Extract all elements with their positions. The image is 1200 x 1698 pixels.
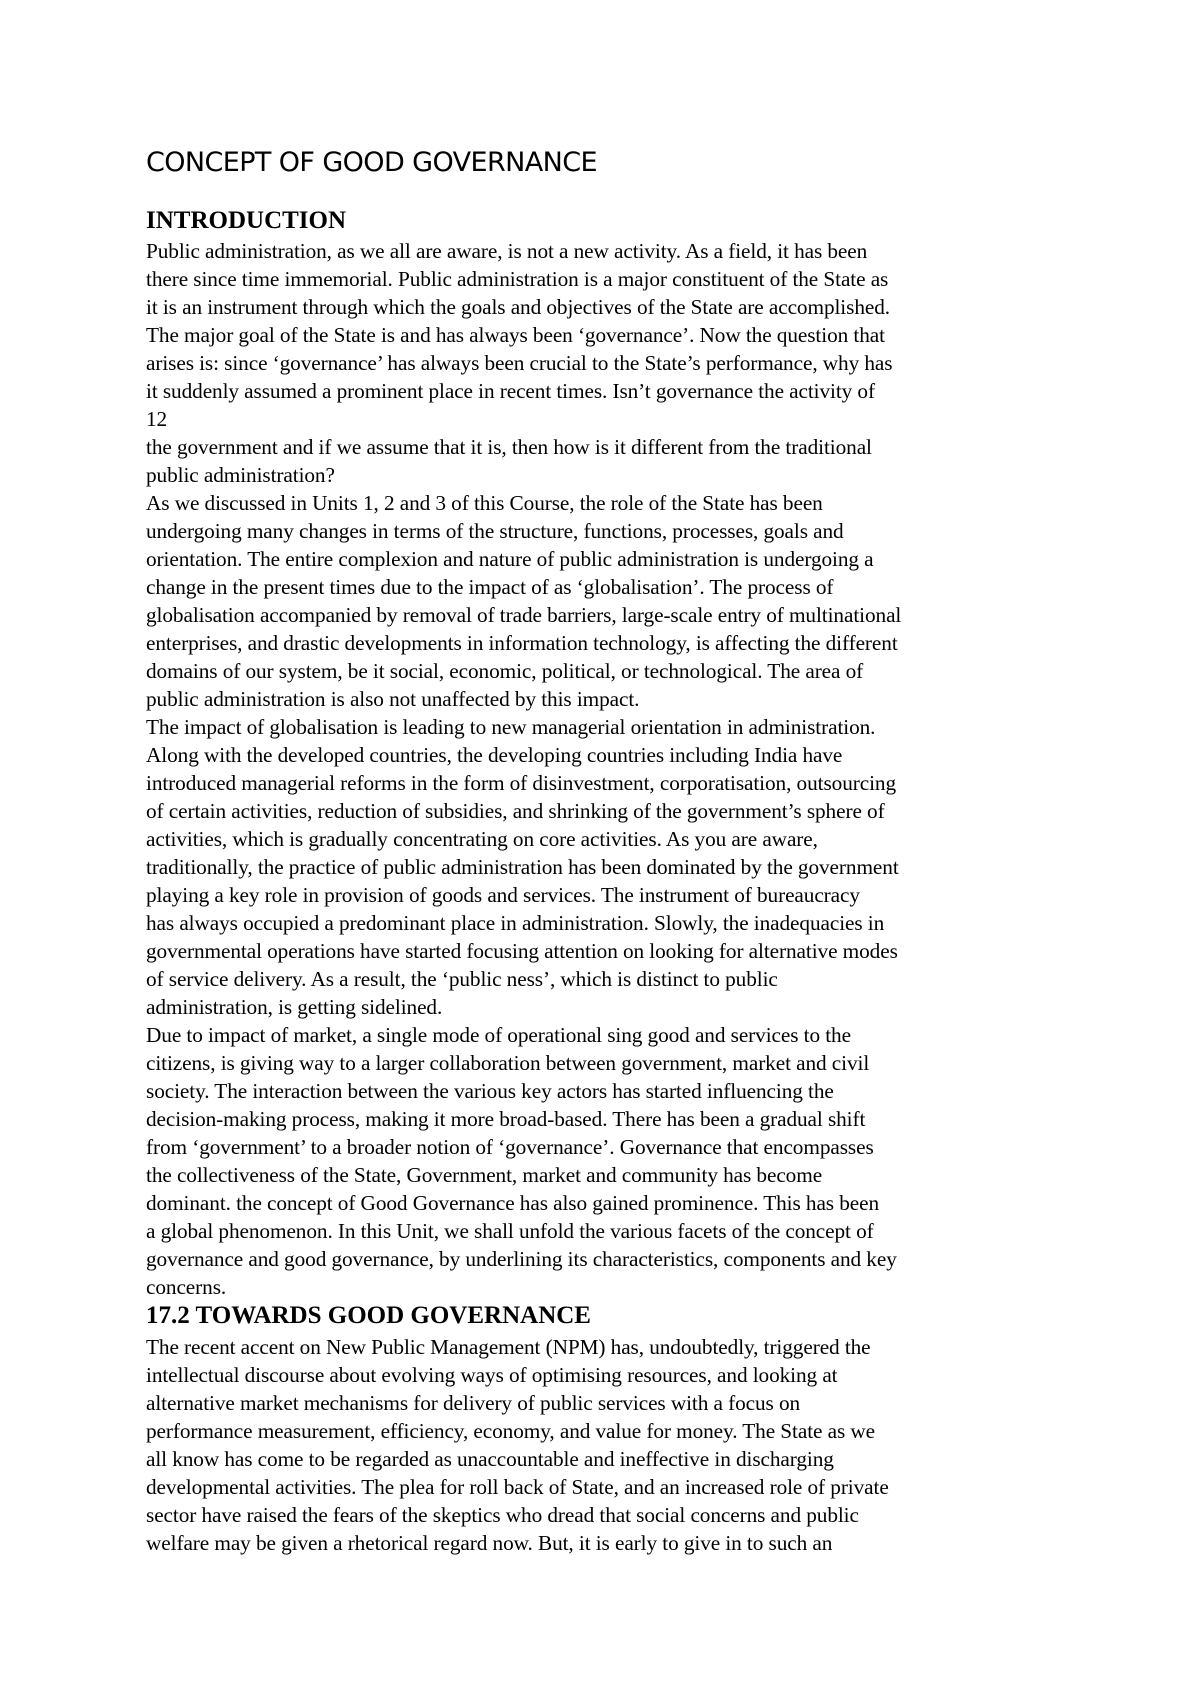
- paragraph-line: As we discussed in Units 1, 2 and 3 of this Course, the role of the State has been: [146, 491, 823, 515]
- paragraph-line: domains of our system, be it social, economic, political, or technological. The area of: [146, 659, 864, 683]
- paragraph-line: concerns.: [146, 1275, 227, 1299]
- paragraph-line: there since time immemorial. Public administration is a major constituent of the State as: [146, 267, 889, 291]
- paragraph-line: it suddenly assumed a prominent place in recent times. Isn’t governance the activity of: [146, 379, 875, 403]
- paragraph-line: playing a key role in provision of goods and services. The instrument of bureaucracy: [146, 883, 860, 907]
- paragraph-line: public administration is also not unaffected by this impact.: [146, 687, 640, 711]
- paragraph-line: a global phenomenon. In this Unit, we shall unfold the various facets of the concept of: [146, 1219, 874, 1243]
- paragraph-line: it is an instrument through which the goals and objectives of the State are accomplished.: [146, 295, 890, 319]
- paragraph-line: sector have raised the fears of the skeptics who dread that social concerns and public: [146, 1503, 859, 1527]
- introduction-heading: INTRODUCTION: [146, 207, 347, 234]
- paragraph-line: the collectiveness of the State, Government, market and community has become: [146, 1163, 823, 1187]
- towards-good-governance-body: [146, 1333, 889, 1557]
- document-title: CONCEPT OF GOOD GOVERNANCE: [146, 147, 597, 178]
- paragraph-line: Along with the developed countries, the developing countries including India have: [146, 743, 843, 767]
- paragraph-line: governance and good governance, by underlining its characteristics, components and key: [146, 1247, 897, 1271]
- paragraph-line: society. The interaction between the various key actors has started influencing the: [146, 1079, 834, 1103]
- paragraph-line: activities, which is gradually concentrating on core activities. As you are aware,: [146, 827, 818, 851]
- paragraph-line: globalisation accompanied by removal of trade barriers, large-scale entry of multinational: [146, 603, 902, 627]
- paragraph-line: citizens, is giving way to a larger collaboration between government, market and civil: [146, 1051, 870, 1075]
- paragraph-line: of service delivery. As a result, the ‘public ness’, which is distinct to public: [146, 967, 778, 991]
- paragraph-line: enterprises, and drastic developments in information technology, is affecting the different: [146, 631, 898, 655]
- paragraph-line: the government and if we assume that it is, then how is it different from the traditional: [146, 435, 872, 459]
- paragraph-line: change in the present times due to the impact of as ‘globalisation’. The process of: [146, 575, 834, 599]
- paragraph-line: arises is: since ‘governance’ has always been crucial to the State’s performance, why has: [146, 351, 893, 375]
- paragraph-line: public administration?: [146, 463, 335, 487]
- paragraph-line: intellectual discourse about evolving ways of optimising resources, and looking at: [146, 1363, 838, 1387]
- paragraph-line: alternative market mechanisms for delivery of public services with a focus on: [146, 1391, 801, 1415]
- paragraph-line: of certain activities, reduction of subsidies, and shrinking of the government’s sphere of: [146, 799, 885, 823]
- paragraph-line: undergoing many changes in terms of the structure, functions, processes, goals and: [146, 519, 844, 543]
- paragraph-line: The impact of globalisation is leading to new managerial orientation in administration.: [146, 715, 876, 739]
- paragraph-line: administration, is getting sidelined.: [146, 995, 443, 1019]
- paragraph-line: has always occupied a predominant place in administration. Slowly, the inadequacies in: [146, 911, 885, 935]
- paragraph-line: Due to impact of market, a single mode of operational sing good and services to the: [146, 1023, 851, 1047]
- paragraph-line: from ‘government’ to a broader notion of ‘governance’. Governance that encompasses: [146, 1135, 874, 1159]
- paragraph-line: The major goal of the State is and has always been ‘governance’. Now the question that: [146, 323, 885, 347]
- paragraph-line: Public administration, as we all are aware, is not a new activity. As a field, it has been: [146, 239, 868, 263]
- section-heading-towards-good-governance: 17.2 TOWARDS GOOD GOVERNANCE: [146, 1302, 591, 1329]
- paragraph-line: governmental operations have started focusing attention on looking for alternative modes: [146, 939, 898, 963]
- paragraph-line: all know has come to be regarded as unaccountable and ineffective in discharging: [146, 1447, 834, 1471]
- introduction-body: [146, 237, 901, 1301]
- paragraph-line: decision-making process, making it more broad-based. There has been a gradual shift: [146, 1107, 866, 1131]
- paragraph-line: performance measurement, efficiency, economy, and value for money. The State as we: [146, 1419, 875, 1443]
- paragraph-line: 12: [146, 407, 168, 431]
- paragraph-line: The recent accent on New Public Management (NPM) has, undoubtedly, triggered the: [146, 1335, 871, 1359]
- paragraph-line: dominant. the concept of Good Governance has also gained prominence. This has been: [146, 1191, 880, 1215]
- paragraph-line: introduced managerial reforms in the form of disinvestment, corporatisation, outsourcing: [146, 771, 896, 795]
- paragraph-line: developmental activities. The plea for roll back of State, and an increased role of private: [146, 1475, 889, 1499]
- paragraph-line: welfare may be given a rhetorical regard now. But, it is early to give in to such an: [146, 1531, 833, 1555]
- paragraph-line: traditionally, the practice of public administration has been dominated by the government: [146, 855, 899, 879]
- paragraph-line: orientation. The entire complexion and nature of public administration is undergoing a: [146, 547, 874, 571]
